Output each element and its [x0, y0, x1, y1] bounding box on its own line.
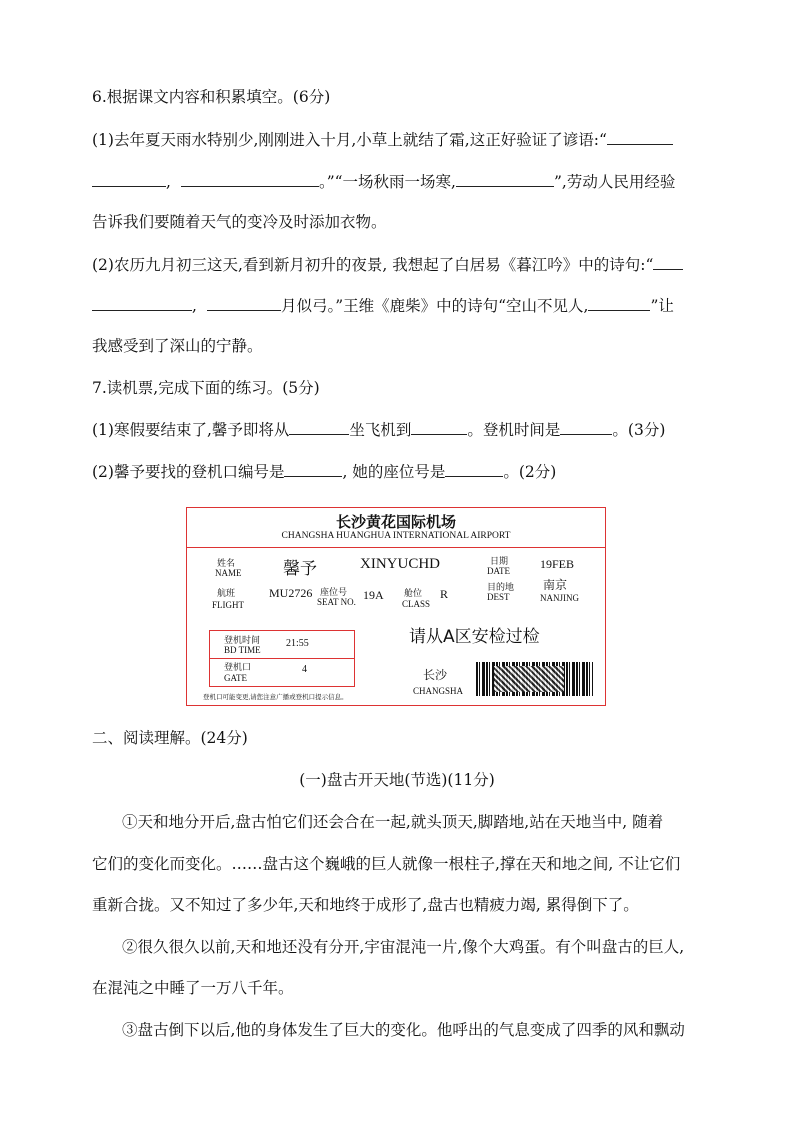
q7-p1-text-c: 。登机时间是 — [467, 421, 561, 439]
seat-label-en: SEAT NO. — [317, 597, 356, 607]
q6-p1-text-b1: , — [166, 173, 171, 191]
para1-line2: 它们的变化而变化。……盘古这个巍峨的巨人就像一根柱子,撑在天和地之间, 不让它们 — [92, 855, 681, 873]
box-divider — [210, 658, 354, 659]
q6-title: 6.根据课文内容和积累填空。(6分) — [92, 88, 331, 106]
seat-label-cn: 座位号 — [320, 587, 348, 597]
answer-blank[interactable] — [92, 294, 192, 311]
q7-p2-text-c: 。(2分) — [503, 463, 557, 481]
gate-label-en: GATE — [224, 673, 247, 683]
flight-value: MU2726 — [269, 586, 313, 600]
boarding-pass — [186, 507, 606, 706]
answer-blank[interactable] — [284, 460, 342, 477]
answer-blank[interactable] — [92, 170, 166, 187]
airport-name-en: CHANGSHA HUANGHUA INTERNATIONAL AIRPORT — [281, 531, 511, 541]
q7-title: 7.读机票,完成下面的练习。(5分) — [92, 379, 320, 397]
q7-p1-text-b: 坐飞机到 — [349, 421, 412, 439]
bd-time-label-cn: 登机时间 — [224, 635, 261, 645]
name-label-en: NAME — [215, 568, 242, 578]
date-value: 19FEB — [540, 557, 575, 571]
answer-blank[interactable] — [456, 170, 554, 187]
q6-p1-text-a: (1)去年夏天雨水特别少,刚刚进入十月,小草上就结了霜,这正好验证了谚语:“ — [92, 131, 607, 149]
q6-p2-line3: 我感受到了深山的宁静。 — [92, 337, 263, 355]
date-label-cn: 日期 — [490, 556, 509, 566]
q7-p2-line — [92, 460, 556, 483]
class-label-cn: 舱位 — [404, 588, 423, 598]
answer-blank[interactable] — [588, 294, 650, 311]
flight-label-cn: 航班 — [217, 588, 236, 598]
dest-label-cn: 目的地 — [487, 582, 515, 592]
passage-title: (一)盘古开天地(节选)(11分) — [299, 771, 495, 789]
barcode — [476, 662, 593, 696]
date-label-en: DATE — [487, 566, 510, 576]
name-label-cn: 姓名 — [217, 558, 236, 568]
q6-p1-line2 — [92, 170, 675, 193]
q6-p1-text-b3: ”,劳动人民用经验 — [553, 173, 676, 191]
answer-blank[interactable] — [411, 418, 467, 435]
q6-p2-text-a: (2)农历九月初三这天,看到新月初升的夜景, 我想起了白居易《暮江吟》中的诗句:“ — [92, 256, 654, 274]
passenger-pinyin: XINYUCHD — [360, 556, 440, 572]
origin-en: CHANGSHA — [413, 686, 464, 696]
bd-time-label-en: BD TIME — [224, 645, 261, 655]
q6-p2-text-b2: 月似弓。”王维《鹿柴》中的诗句“空山不见人, — [280, 297, 589, 315]
footer-note: 登机口可能变更,请您注意广播或登机口提示信息。 — [203, 694, 348, 701]
para2-line1: ②很久很久以前,天和地还没有分开,宇宙混沌一片,像个大鸡蛋。有个叫盘古的巨人, — [122, 938, 685, 956]
q6-p1-line1 — [92, 128, 673, 151]
para1-line3: 重新合拢。又不知过了多少年,天和地终于成形了,盘古也精疲力竭, 累得倒下了。 — [92, 896, 639, 914]
q7-p1-text-a: (1)寒假要结束了,馨予即将从 — [92, 421, 290, 439]
para3-line1: ③盘古倒下以后,他的身体发生了巨大的变化。他呼出的气息变成了四季的风和飘动 — [122, 1021, 685, 1039]
gate-value: 4 — [302, 664, 307, 675]
class-label-en: CLASS — [402, 599, 431, 609]
q6-p2-text-b3: ”让 — [650, 297, 674, 315]
q6-p2-text-b1: , — [192, 297, 197, 315]
airport-name-cn: 长沙黄花国际机场 — [335, 515, 456, 531]
origin-cn: 长沙 — [423, 668, 448, 682]
bd-time-value: 21:55 — [286, 638, 309, 649]
q7-p1-line — [92, 418, 665, 441]
answer-blank[interactable] — [181, 170, 319, 187]
answer-blank[interactable] — [207, 294, 281, 311]
para1-line1: ①天和地分开后,盘古怕它们还会合在一起,就头顶天,脚踏地,站在天地当中, 随着 — [122, 813, 664, 831]
dest-value-cn: 南京 — [543, 578, 568, 592]
q7-p2-text-b: , 她的座位号是 — [342, 463, 446, 481]
q6-p1-line3: 告诉我们要随着天气的变冷及时添加衣物。 — [92, 213, 387, 231]
barcode-overlay — [494, 666, 564, 692]
q6-p2-line2 — [92, 294, 674, 317]
answer-blank[interactable] — [607, 128, 673, 145]
section2-title: 二、阅读理解。(24分) — [92, 729, 248, 747]
seat-value: 19A — [363, 588, 384, 602]
dest-value-en: NANJING — [540, 593, 579, 603]
passenger-name: 馨予 — [283, 559, 317, 578]
q6-p2-line1 — [92, 253, 683, 276]
q6-p1-text-b2: 。”“一场秋雨一场寒, — [318, 173, 456, 191]
answer-blank[interactable] — [289, 418, 349, 435]
boarding-info-box — [209, 630, 355, 687]
header-divider — [187, 547, 605, 548]
q7-p2-text-a: (2)馨予要找的登机口编号是 — [92, 463, 285, 481]
flight-label-en: FLIGHT — [212, 600, 244, 610]
answer-blank[interactable] — [653, 253, 683, 270]
security-notice: 请从A区安检过检 — [409, 627, 540, 647]
dest-label-en: DEST — [487, 592, 510, 602]
answer-blank[interactable] — [560, 418, 612, 435]
q7-p1-text-d: 。(3分) — [612, 421, 666, 439]
class-value: R — [440, 587, 449, 601]
answer-blank[interactable] — [445, 460, 503, 477]
para2-line2: 在混沌之中睡了一万八千年。 — [92, 979, 294, 997]
gate-label-cn: 登机口 — [224, 662, 252, 672]
